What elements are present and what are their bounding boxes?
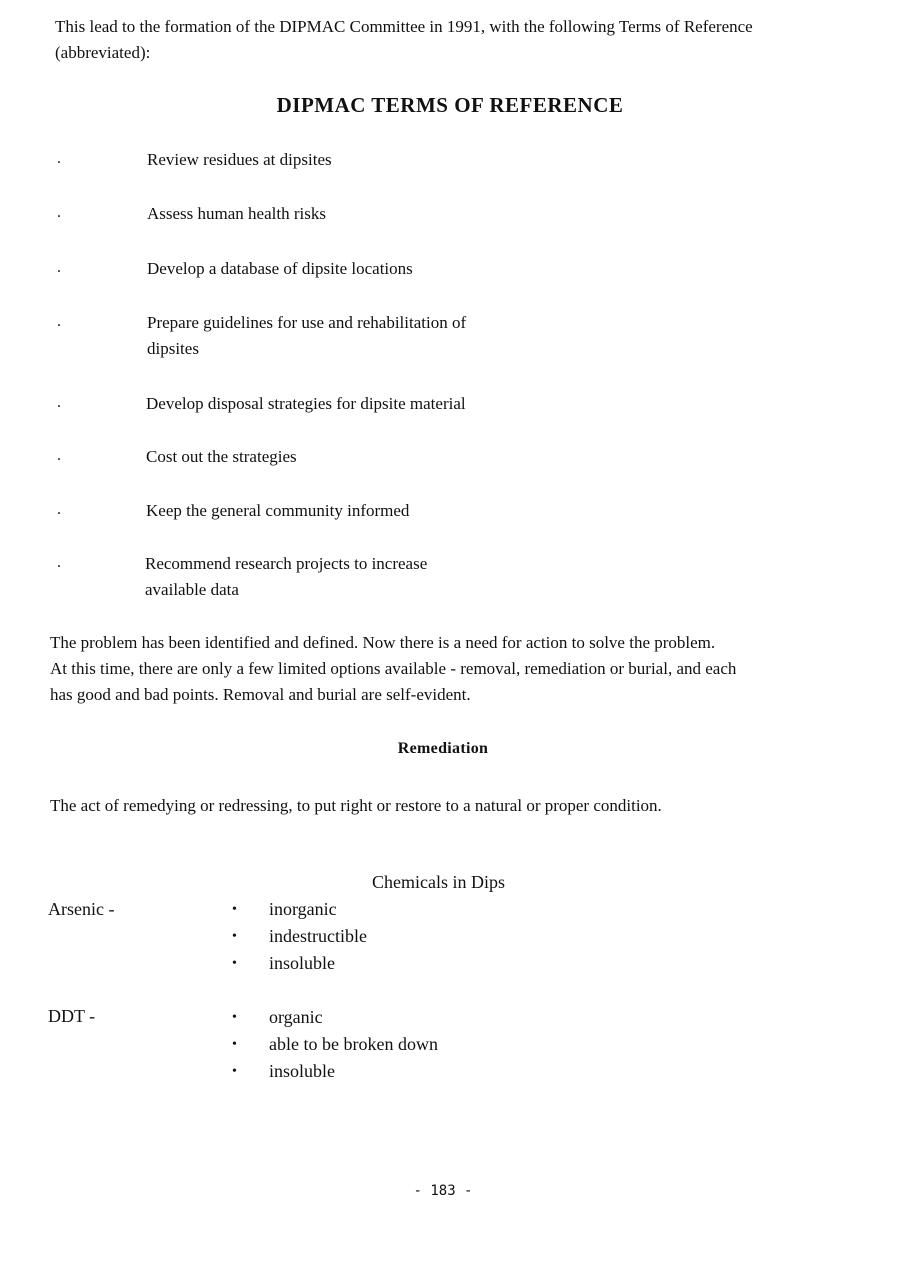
bullet-icon: • <box>232 1010 237 1025</box>
problem-line-3: has good and bad points. Removal and burial are self-evident. <box>50 685 471 704</box>
list-item-text: available data <box>145 580 239 599</box>
list-bullet: . <box>57 150 61 167</box>
list-item-text: Assess human health risks <box>147 204 326 223</box>
bullet-icon: • <box>232 1064 237 1079</box>
list-item-text: Review residues at dipsites <box>147 150 332 169</box>
page-number: - 183 - <box>413 1183 473 1199</box>
list-item-text: Keep the general community informed <box>146 501 410 520</box>
problem-paragraph <box>50 630 855 708</box>
list-item <box>147 147 547 173</box>
chemical-property: insoluble <box>269 953 335 973</box>
chemical-property: inorganic <box>269 899 337 919</box>
chemical-property: indestructible <box>269 926 367 946</box>
list-item-text: dipsites <box>147 339 199 358</box>
list-item <box>146 391 546 417</box>
list-item-text: Cost out the strategies <box>146 447 297 466</box>
problem-line-1: The problem has been identified and defined. Now there is a need for action to solve the problem. <box>50 633 716 652</box>
list-item-text: Develop disposal strategies for dipsite material <box>146 394 466 413</box>
bullet-icon: • <box>232 902 237 917</box>
bullet-icon: • <box>232 956 237 971</box>
list-bullet: . <box>57 394 61 411</box>
chemicals-heading: Chemicals in Dips <box>372 872 505 892</box>
intro-paragraph <box>55 14 855 66</box>
bullet-icon: • <box>232 1037 237 1052</box>
chemical-name: DDT - <box>48 1006 96 1026</box>
intro-line-2: (abbreviated): <box>55 43 151 62</box>
list-item-text: Recommend research projects to increase <box>145 554 428 573</box>
list-item-text: Prepare guidelines for use and rehabilitation of <box>147 313 467 332</box>
list-item <box>146 498 546 524</box>
list-item <box>146 444 546 470</box>
chemical-property: organic <box>269 1007 323 1027</box>
list-item <box>147 310 547 362</box>
bullet-icon: • <box>232 929 237 944</box>
terms-of-reference-heading: DIPMAC TERMS OF REFERENCE <box>276 93 624 117</box>
chemical-property: insoluble <box>269 1061 335 1081</box>
list-bullet: . <box>57 204 61 221</box>
list-item <box>147 256 547 282</box>
remediation-heading: Remediation <box>397 740 489 757</box>
intro-line-1: This lead to the formation of the DIPMAC Committee in 1991, with the following Terms of Reference <box>55 17 753 36</box>
list-item <box>145 551 545 603</box>
list-bullet: . <box>57 447 61 464</box>
list-item-text: Develop a database of dipsite locations <box>147 259 413 278</box>
remediation-definition: The act of remedying or redressing, to put right or restore to a natural or proper condition. <box>50 796 662 815</box>
list-bullet: . <box>57 313 61 330</box>
list-bullet: . <box>57 554 61 571</box>
list-item <box>147 201 547 227</box>
list-bullet: . <box>57 501 61 518</box>
list-bullet: . <box>57 259 61 276</box>
problem-line-2: At this time, there are only a few limited options available - removal, remediation or burial, and each <box>50 659 737 678</box>
chemical-name: Arsenic - <box>48 899 115 919</box>
chemical-property: able to be broken down <box>269 1034 438 1054</box>
